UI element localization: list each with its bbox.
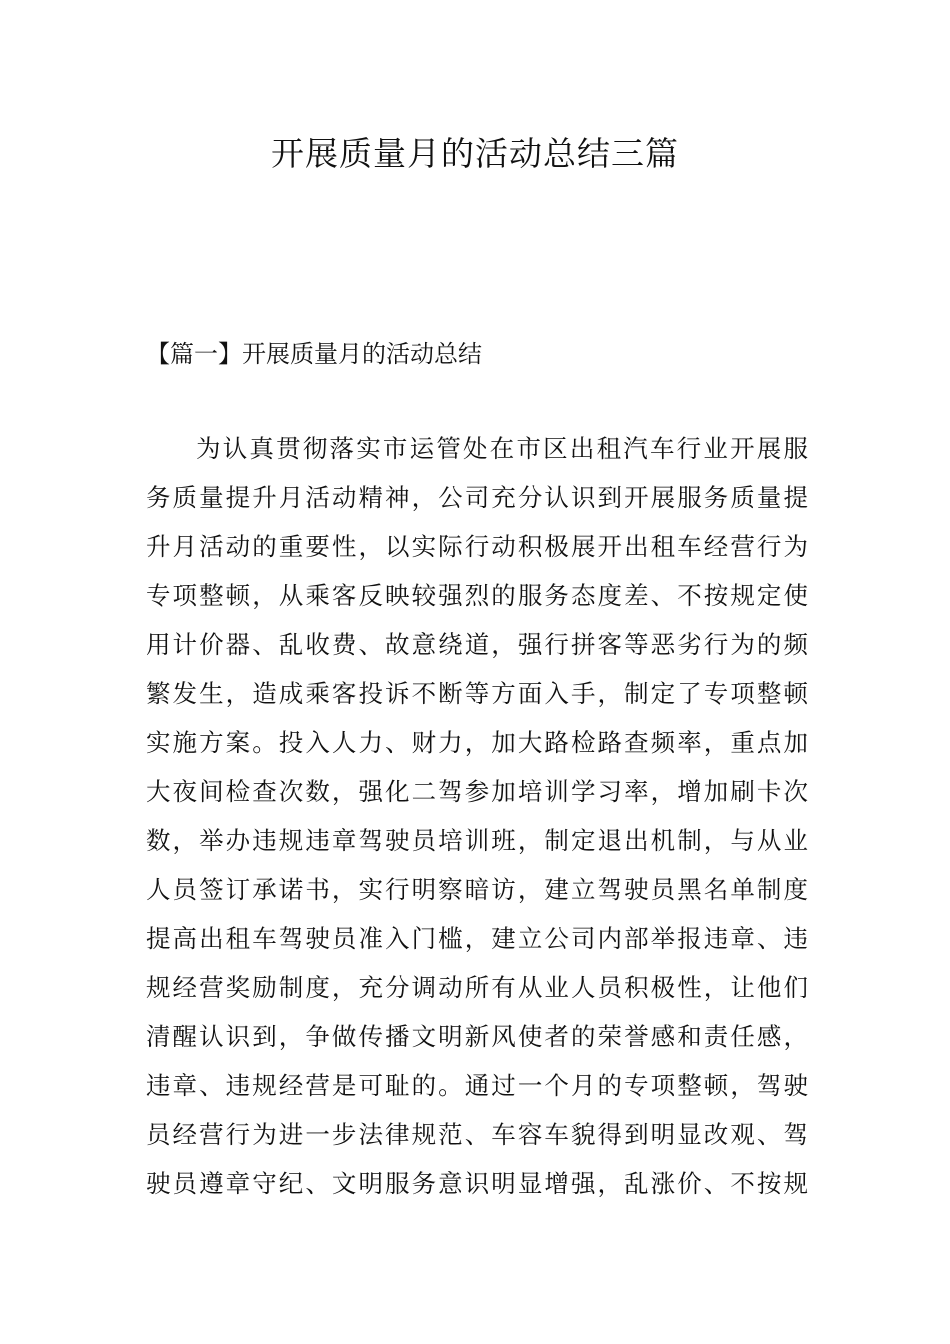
paragraph-line: 人员签订承诺书，实行明察暗访，建立驾驶员黑名单制度	[146, 875, 808, 904]
paragraph-line: 务质量提升月活动精神，公司充分认识到开展服务质量提	[146, 483, 808, 512]
paragraph-line: 提高出租车驾驶员准入门槛，建立公司内部举报违章、违	[146, 924, 808, 953]
paragraph-line: 升月活动的重要性，以实际行动积极展开出租车经营行为	[146, 532, 808, 561]
document-title: 开展质量月的活动总结三篇	[271, 134, 679, 173]
body-paragraph	[146, 424, 808, 1208]
paragraph-line: 实施方案。投入人力、财力，加大路检路查频率，重点加	[146, 728, 808, 757]
paragraph-line: 专项整顿，从乘客反映较强烈的服务态度差、不按规定使	[146, 581, 808, 610]
paragraph-line: 驶员遵章守纪、文明服务意识明显增强，乱涨价、不按规	[146, 1169, 808, 1198]
paragraph-line: 大夜间检查次数，强化二驾参加培训学习率，增加刷卡次	[146, 777, 808, 806]
paragraph-line: 数，举办违规违章驾驶员培训班，制定退出机制，与从业	[146, 826, 808, 855]
paragraph-line: 规经营奖励制度，充分调动所有从业人员积极性，让他们	[146, 973, 808, 1002]
paragraph-line: 违章、违规经营是可耻的。通过一个月的专项整顿，驾驶	[146, 1071, 808, 1100]
paragraph-line: 繁发生，造成乘客投诉不断等方面入手，制定了专项整顿	[146, 679, 808, 708]
section-heading: 【篇一】开展质量月的活动总结	[146, 340, 482, 368]
paragraph-line: 为认真贯彻落实市运管处在市区出租汽车行业开展服	[196, 434, 808, 463]
paragraph-line: 清醒认识到，争做传播文明新风使者的荣誉感和责任感，	[146, 1022, 808, 1051]
paragraph-line: 用计价器、乱收费、故意绕道，强行拼客等恶劣行为的频	[146, 630, 808, 659]
paragraph-line: 员经营行为进一步法律规范、车容车貌得到明显改观、驾	[146, 1120, 808, 1149]
